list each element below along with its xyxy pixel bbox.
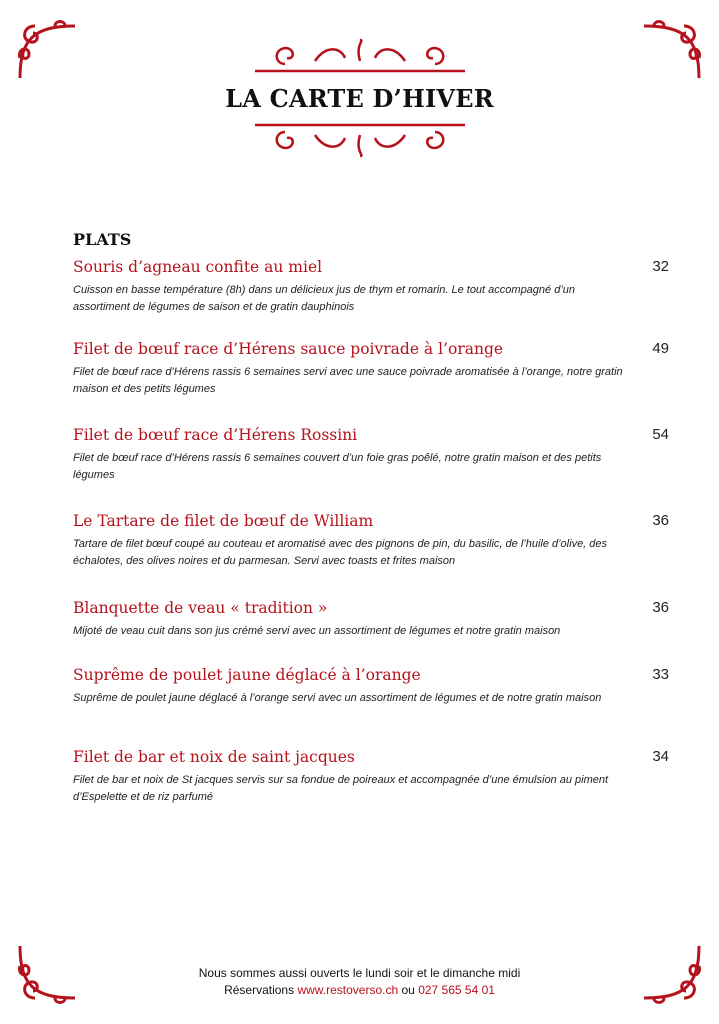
menu-item (73, 665, 669, 707)
dish-description: Cuisson en basse température (8h) dans un délicieux jus de thym et romarin. Le tout accompagné d’un assortiment de légumes de saison et de gratin dauphinois (73, 284, 576, 313)
phone-link[interactable]: 027 565 54 01 (418, 983, 495, 997)
dish-name: Le Tartare de filet de bœuf de William (73, 512, 374, 530)
menu-item (73, 339, 669, 398)
page-title: LA CARTE D’HIVER (225, 84, 494, 113)
dish-price: 32 (652, 258, 669, 275)
menu-item (73, 511, 669, 570)
dish-description: Tartare de filet bœuf coupé au couteau et aromatisé avec des pignons de pin, du basilic, de l’huile d’olive, des échalotes, des olives noires et du parmesan. Servi avec toasts et frites maison (73, 538, 608, 567)
or-text: ou (401, 983, 415, 997)
dish-description: Mijoté de veau cuit dans son jus crémé servi avec un assortiment de légumes et notre gratin maison (73, 625, 561, 637)
section-heading: PLATS (73, 230, 132, 249)
dish-price: 33 (652, 666, 669, 683)
reservations-line (0, 982, 719, 999)
dish-description: Filet de bœuf race d’Hérens rassis 6 semaines servi avec une sauce poivrade aromatisée à l’orange, notre gratin maison et des petits légumes (73, 366, 623, 395)
menu-item (73, 425, 669, 484)
menu-item (73, 257, 669, 316)
website-link[interactable]: www.restoverso.ch (297, 983, 399, 997)
dish-price: 34 (652, 748, 669, 765)
dish-description: Filet de bœuf race d’Hérens rassis 6 semaines couvert d’un foie gras poêlé, notre gratin maison et des petits légumes (73, 452, 602, 481)
reservations-label: Réservations (224, 983, 295, 997)
opening-hours-note: Nous sommes aussi ouverts le lundi soir et le dimanche midi (198, 966, 521, 980)
dish-description: Filet de bar et noix de St jacques servis sur sa fondue de poireaux et accompagnée d’une émulsion au piment d’Espelette et de riz parfumé (73, 774, 609, 803)
dish-name: Filet de bœuf race d’Hérens Rossini (73, 426, 358, 444)
dish-name: Suprême de poulet jaune déglacé à l’orange (73, 666, 421, 684)
dish-name: Blanquette de veau « tradition » (73, 599, 328, 617)
title-ornament-bottom-icon (255, 120, 465, 160)
menu-item (73, 598, 669, 640)
footer (0, 965, 719, 999)
dish-name: Filet de bœuf race d’Hérens sauce poivrade à l’orange (73, 340, 504, 358)
menu-item (73, 747, 669, 806)
dish-name: Souris d’agneau confite au miel (73, 258, 323, 276)
title-ornament-top-icon (255, 36, 465, 76)
dish-price: 54 (652, 426, 669, 443)
dish-name: Filet de bar et noix de saint jacques (73, 748, 355, 766)
dish-description: Suprême de poulet jaune déglacé à l’orange servi avec un assortiment de légumes et de notre gratin maison (73, 692, 602, 704)
dish-price: 36 (652, 599, 669, 616)
dish-price: 49 (652, 340, 669, 357)
dish-price: 36 (652, 512, 669, 529)
